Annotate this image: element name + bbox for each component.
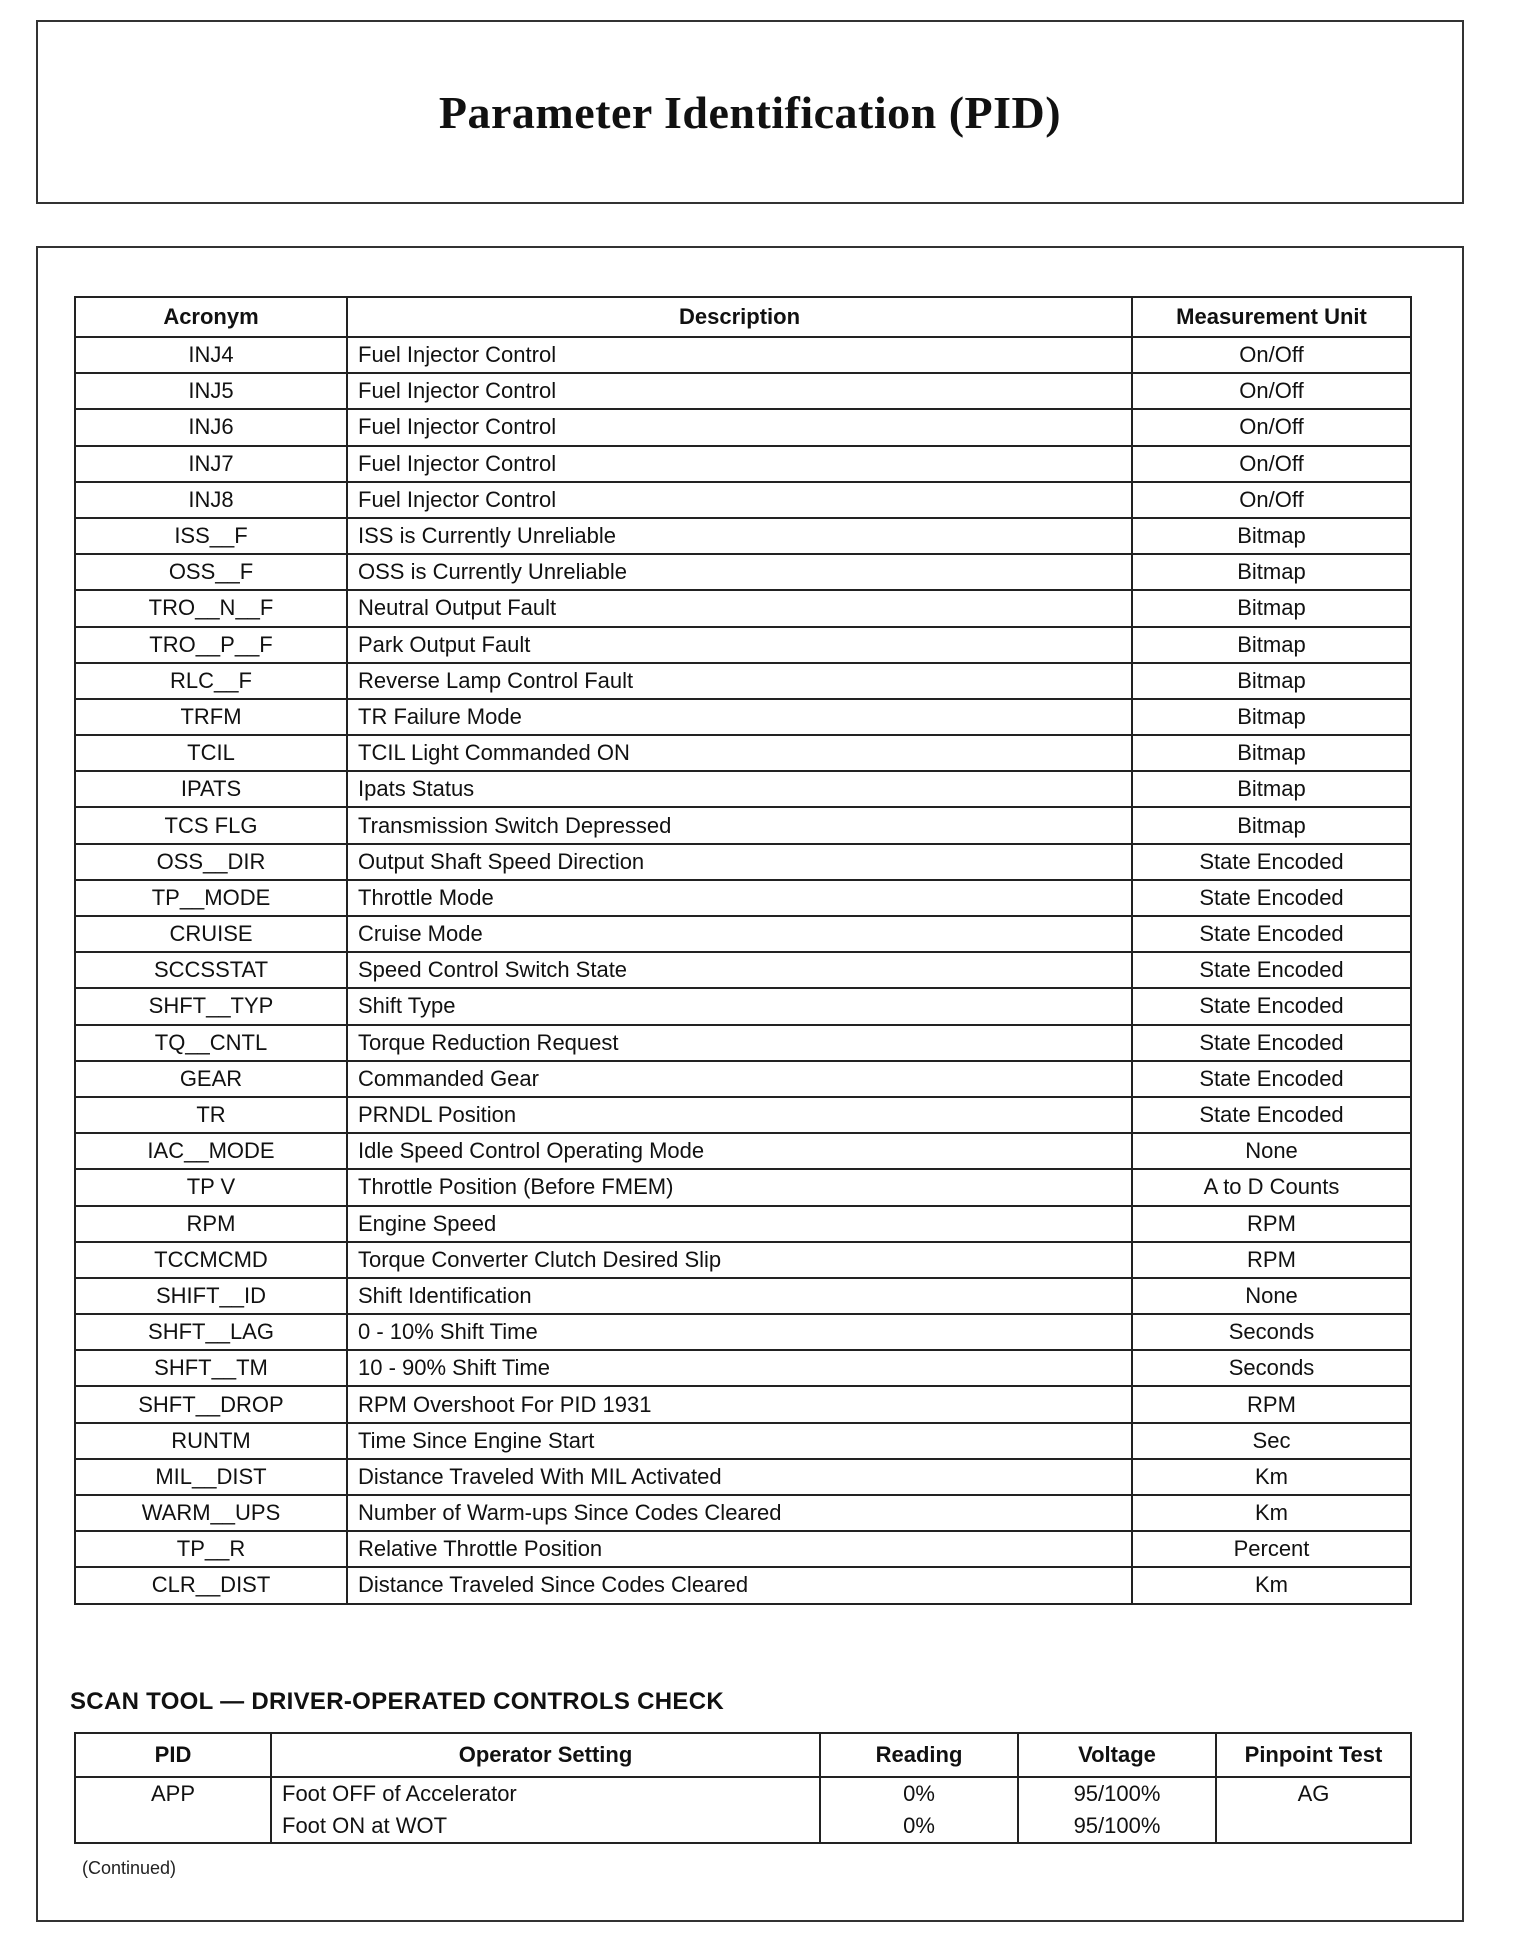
table-row [75,1242,1411,1278]
unit-cell: State Encoded [1132,1025,1411,1061]
acronym-cell: TCIL [75,735,347,771]
header-reading: Reading [820,1733,1018,1777]
title-box [36,20,1464,204]
scan-reading: 0% [820,1810,1018,1843]
pid-table-header [75,297,1411,337]
acronym-cell: RPM [75,1206,347,1242]
acronym-cell: TP__R [75,1531,347,1567]
acronym-cell: SHFT__LAG [75,1314,347,1350]
unit-cell: On/Off [1132,482,1411,518]
continued-note: (Continued) [82,1858,177,1878]
acronym-cell: TRO__P__F [75,627,347,663]
table-row [75,1169,1411,1205]
description-cell: Distance Traveled With MIL Activated [347,1459,1132,1495]
header-pid: PID [75,1733,271,1777]
unit-cell: Bitmap [1132,663,1411,699]
acronym-cell: GEAR [75,1061,347,1097]
acronym-cell: ISS__F [75,518,347,554]
table-row [75,1206,1411,1242]
description-cell: Park Output Fault [347,627,1132,663]
table-row [75,1777,1411,1810]
table-row [75,337,1411,373]
description-cell: Number of Warm-ups Since Codes Cleared [347,1495,1132,1531]
header-operator-setting: Operator Setting [271,1733,820,1777]
scan-setting: Foot OFF of Accelerator [271,1777,820,1810]
unit-cell: Km [1132,1459,1411,1495]
acronym-cell: SHFT__TYP [75,988,347,1024]
table-row [75,844,1411,880]
unit-cell: On/Off [1132,446,1411,482]
acronym-cell: RUNTM [75,1423,347,1459]
scan-voltage: 95/100% [1018,1810,1216,1843]
acronym-cell: RLC__F [75,663,347,699]
unit-cell: Km [1132,1567,1411,1603]
acronym-cell: CRUISE [75,916,347,952]
acronym-cell: OSS__F [75,554,347,590]
description-cell: Cruise Mode [347,916,1132,952]
table-row [75,409,1411,445]
acronym-cell: INJ4 [75,337,347,373]
description-cell: Torque Reduction Request [347,1025,1132,1061]
table-row [75,518,1411,554]
unit-cell: Bitmap [1132,590,1411,626]
description-cell: Fuel Injector Control [347,482,1132,518]
description-cell: Throttle Mode [347,880,1132,916]
table-row [75,663,1411,699]
description-cell: Shift Type [347,988,1132,1024]
table-row [75,1423,1411,1459]
description-cell: Speed Control Switch State [347,952,1132,988]
unit-cell: Percent [1132,1531,1411,1567]
acronym-cell: MIL__DIST [75,1459,347,1495]
description-cell: Torque Converter Clutch Desired Slip [347,1242,1132,1278]
table-row [75,627,1411,663]
acronym-cell: SHIFT__ID [75,1278,347,1314]
table-row [75,1810,1411,1843]
description-cell: Engine Speed [347,1206,1132,1242]
description-cell: Reverse Lamp Control Fault [347,663,1132,699]
table-row [75,735,1411,771]
unit-cell: Bitmap [1132,554,1411,590]
acronym-cell: TP V [75,1169,347,1205]
acronym-cell: IAC__MODE [75,1133,347,1169]
unit-cell: A to D Counts [1132,1169,1411,1205]
pid-table [74,296,1412,1605]
scan-tool-heading: SCAN TOOL — DRIVER-OPERATED CONTROLS CHECK [70,1688,724,1715]
acronym-cell: SHFT__TM [75,1350,347,1386]
table-row [75,771,1411,807]
unit-cell: RPM [1132,1242,1411,1278]
table-row [75,554,1411,590]
scan-tool-table [74,1732,1412,1844]
description-cell: OSS is Currently Unreliable [347,554,1132,590]
acronym-cell: WARM__UPS [75,1495,347,1531]
description-cell: Relative Throttle Position [347,1531,1132,1567]
table-row [75,1061,1411,1097]
unit-cell: State Encoded [1132,880,1411,916]
table-row [75,373,1411,409]
acronym-cell: TQ__CNTL [75,1025,347,1061]
unit-cell: Sec [1132,1423,1411,1459]
description-cell: Output Shaft Speed Direction [347,844,1132,880]
unit-cell: Bitmap [1132,699,1411,735]
table-row [75,1314,1411,1350]
description-cell: ISS is Currently Unreliable [347,518,1132,554]
table-row [75,1386,1411,1422]
table-row [75,880,1411,916]
scan-setting: Foot ON at WOT [271,1810,820,1843]
scan-pinpoint: AG [1216,1777,1411,1810]
unit-cell: RPM [1132,1386,1411,1422]
description-cell: Shift Identification [347,1278,1132,1314]
header-pinpoint-test: Pinpoint Test [1216,1733,1411,1777]
description-cell: Transmission Switch Depressed [347,807,1132,843]
acronym-cell: INJ6 [75,409,347,445]
description-cell: TR Failure Mode [347,699,1132,735]
table-row [75,1350,1411,1386]
acronym-cell: TR [75,1097,347,1133]
description-cell: Fuel Injector Control [347,337,1132,373]
description-cell: Distance Traveled Since Codes Cleared [347,1567,1132,1603]
scan-pid-empty [75,1810,271,1843]
scan-reading: 0% [820,1777,1018,1810]
description-cell: TCIL Light Commanded ON [347,735,1132,771]
unit-cell: Bitmap [1132,771,1411,807]
acronym-cell: SCCSSTAT [75,952,347,988]
table-row [75,699,1411,735]
acronym-cell: OSS__DIR [75,844,347,880]
header-description: Description [347,297,1132,337]
description-cell: Time Since Engine Start [347,1423,1132,1459]
unit-cell: Bitmap [1132,807,1411,843]
description-cell: Neutral Output Fault [347,590,1132,626]
unit-cell: State Encoded [1132,1061,1411,1097]
acronym-cell: TCCMCMD [75,1242,347,1278]
pid-table-body [75,337,1411,1604]
unit-cell: Bitmap [1132,518,1411,554]
scan-voltage: 95/100% [1018,1777,1216,1810]
table-row [75,1278,1411,1314]
description-cell: 0 - 10% Shift Time [347,1314,1132,1350]
table-row [75,1567,1411,1603]
acronym-cell: CLR__DIST [75,1567,347,1603]
unit-cell: On/Off [1132,373,1411,409]
description-cell: Idle Speed Control Operating Mode [347,1133,1132,1169]
unit-cell: On/Off [1132,337,1411,373]
description-cell: Commanded Gear [347,1061,1132,1097]
unit-cell: State Encoded [1132,952,1411,988]
acronym-cell: INJ8 [75,482,347,518]
acronym-cell: TP__MODE [75,880,347,916]
unit-cell: State Encoded [1132,844,1411,880]
table-row [75,446,1411,482]
table-row [75,916,1411,952]
page-title: Parameter Identification (PID) [438,86,1062,138]
table-row [75,1097,1411,1133]
unit-cell: Bitmap [1132,735,1411,771]
unit-cell: State Encoded [1132,1097,1411,1133]
table-row [75,952,1411,988]
table-row [75,482,1411,518]
unit-cell: None [1132,1278,1411,1314]
acronym-cell: TRFM [75,699,347,735]
description-cell: Ipats Status [347,771,1132,807]
scan-pid: APP [75,1777,271,1810]
scan-pinpoint-empty [1216,1810,1411,1843]
acronym-cell: TRO__N__F [75,590,347,626]
table-row [75,1531,1411,1567]
main-content-box [36,246,1464,1922]
acronym-cell: SHFT__DROP [75,1386,347,1422]
description-cell: PRNDL Position [347,1097,1132,1133]
header-unit: Measurement Unit [1132,297,1411,337]
table-row [75,988,1411,1024]
unit-cell: Seconds [1132,1350,1411,1386]
acronym-cell: INJ5 [75,373,347,409]
unit-cell: Bitmap [1132,627,1411,663]
table-row [75,1495,1411,1531]
description-cell: 10 - 90% Shift Time [347,1350,1132,1386]
table-row [75,1025,1411,1061]
unit-cell: None [1132,1133,1411,1169]
table-row [75,1459,1411,1495]
table-row [75,807,1411,843]
unit-cell: State Encoded [1132,988,1411,1024]
header-acronym: Acronym [75,297,347,337]
unit-cell: On/Off [1132,409,1411,445]
description-cell: Fuel Injector Control [347,373,1132,409]
description-cell: Fuel Injector Control [347,446,1132,482]
header-voltage: Voltage [1018,1733,1216,1777]
table-row [75,590,1411,626]
unit-cell: Km [1132,1495,1411,1531]
acronym-cell: INJ7 [75,446,347,482]
description-cell: Throttle Position (Before FMEM) [347,1169,1132,1205]
unit-cell: Seconds [1132,1314,1411,1350]
scan-table-header [75,1733,1411,1777]
description-cell: RPM Overshoot For PID 1931 [347,1386,1132,1422]
table-row [75,1133,1411,1169]
acronym-cell: IPATS [75,771,347,807]
unit-cell: State Encoded [1132,916,1411,952]
unit-cell: RPM [1132,1206,1411,1242]
description-cell: Fuel Injector Control [347,409,1132,445]
acronym-cell: TCS FLG [75,807,347,843]
